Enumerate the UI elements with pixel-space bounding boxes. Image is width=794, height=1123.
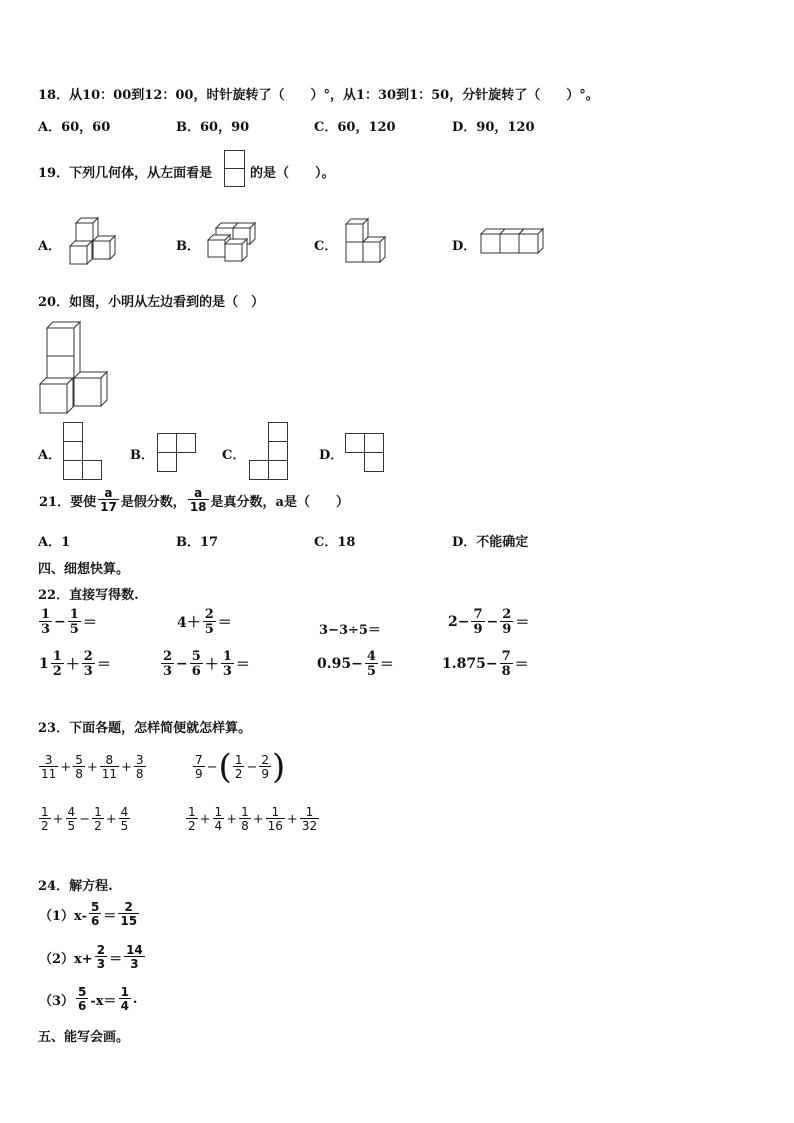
den: 8 xyxy=(501,664,511,679)
q18-option-b: B．60，90 xyxy=(176,120,250,135)
frac xyxy=(92,806,104,832)
num: 1 xyxy=(266,806,285,819)
q19-left-view-figure xyxy=(224,150,246,188)
equals: ＝ xyxy=(82,615,97,631)
q19-label-b: B． xyxy=(176,239,200,254)
frac xyxy=(89,901,101,927)
num: 1 xyxy=(94,805,102,819)
den: 5 xyxy=(67,819,76,833)
den: 3 xyxy=(83,664,93,679)
num: 2 xyxy=(261,753,269,767)
frac xyxy=(119,986,131,1012)
section-4-title: 四、细想快算。 xyxy=(38,562,130,577)
den: 5 xyxy=(69,622,79,637)
q24-stem: 24．解方程. xyxy=(38,879,113,894)
den: 3 xyxy=(130,957,139,971)
den: 6 xyxy=(78,999,87,1013)
prefix: 4＋ xyxy=(177,615,201,631)
num: 7 xyxy=(473,607,483,622)
equals: ＝ xyxy=(235,657,250,673)
den: 2 xyxy=(52,664,62,679)
q21-fraction-2 xyxy=(188,487,209,513)
den: 5 xyxy=(120,819,129,833)
q22-expr-5 xyxy=(38,650,112,678)
q21-option-c: C．18 xyxy=(314,535,356,550)
q24-equation-3 xyxy=(38,986,138,1012)
q20-option-b-view xyxy=(156,432,198,472)
num: 2 xyxy=(83,649,93,664)
q19-label-d: D． xyxy=(452,239,477,254)
frac xyxy=(68,608,81,636)
equals: ＝ xyxy=(217,615,232,631)
num: 2 xyxy=(163,649,173,664)
den: 8 xyxy=(241,819,249,833)
section-5-title: 五、能写会画。 xyxy=(38,1030,130,1045)
q24-equation-2 xyxy=(38,944,146,970)
q20-main-figure xyxy=(38,320,110,416)
q21-stem-part1: 21．要使 xyxy=(39,494,97,510)
den: 15 xyxy=(120,914,138,928)
frac xyxy=(118,901,139,927)
num: 1 xyxy=(222,649,232,664)
q20-label-c: C． xyxy=(222,448,246,463)
frac xyxy=(300,806,319,832)
den: 32 xyxy=(301,819,318,833)
operator: ＋ xyxy=(65,657,80,673)
den: 5 xyxy=(366,664,376,679)
q22-expr-6 xyxy=(160,650,251,678)
frac xyxy=(186,806,198,832)
q19-option-d-cubes xyxy=(480,228,546,256)
frac xyxy=(365,650,378,678)
q18-stem: 18．从10：00到12：00，时针旋转了（ ）°，从1：30到1：50，分针旋转了（ ）°。 xyxy=(38,88,599,103)
q19-stem-before: 19．下列几何体，从左面看是 xyxy=(38,166,213,181)
q21-stem-part2: 是假分数， xyxy=(120,494,186,510)
q23-expr-2 xyxy=(192,747,286,787)
den: 3 xyxy=(41,622,51,637)
den: 3 xyxy=(222,664,232,679)
den: 2 xyxy=(41,819,49,833)
operator: − xyxy=(54,614,66,630)
frac xyxy=(39,608,52,636)
whole: 1 xyxy=(39,656,49,672)
q22-stem: 22．直接写得数. xyxy=(38,588,139,603)
num: 1 xyxy=(300,806,319,819)
q21-option-a: A．1 xyxy=(38,535,71,550)
frac xyxy=(193,754,205,780)
operator: + xyxy=(286,811,298,827)
prefix: 1.875− xyxy=(442,656,498,672)
den: 3 xyxy=(163,664,173,679)
frac xyxy=(95,944,107,970)
frac xyxy=(73,754,85,780)
q23-stem: 23．下面各题，怎样简便就怎样算。 xyxy=(38,721,252,736)
q22-expr-7 xyxy=(316,650,395,678)
num: 2 xyxy=(96,943,106,957)
num: 3 xyxy=(135,753,144,767)
q19-label-c: C． xyxy=(314,239,338,254)
num: 7 xyxy=(501,649,511,664)
num: 14 xyxy=(126,943,143,957)
num: 1 xyxy=(241,805,249,819)
num: 7 xyxy=(195,753,203,767)
den: 5 xyxy=(204,622,214,637)
q20-stem: 20．如图，小明从左边看到的是（ ） xyxy=(38,295,265,310)
q19-option-a-cubes xyxy=(68,217,124,269)
label: （3） xyxy=(39,993,75,1009)
prefix: 0.95− xyxy=(317,656,363,672)
num: 5 xyxy=(90,900,100,914)
num: 4 xyxy=(120,805,129,819)
den: 6 xyxy=(191,664,201,679)
frac xyxy=(221,650,234,678)
operator: + xyxy=(252,811,264,827)
operator: − xyxy=(246,759,258,775)
operator: -x＝ xyxy=(90,993,117,1009)
frac xyxy=(39,754,58,780)
frac xyxy=(100,754,119,780)
num: 8 xyxy=(100,754,119,767)
den: 4 xyxy=(214,819,223,833)
q21-option-d: D．不能确定 xyxy=(452,535,529,550)
frac xyxy=(51,650,64,678)
q18-option-c: C．60，120 xyxy=(314,120,396,135)
equals: ＝ xyxy=(514,657,529,673)
q21-option-b: B．17 xyxy=(176,535,219,550)
frac xyxy=(124,944,145,970)
den: 9 xyxy=(195,767,203,781)
num: 1 xyxy=(41,805,49,819)
q21-frac2-den: 18 xyxy=(189,500,207,514)
frac xyxy=(471,608,484,636)
q19-option-b-cubes xyxy=(206,222,256,266)
num: 5 xyxy=(78,985,87,999)
den: 3 xyxy=(96,957,106,971)
operator: − xyxy=(79,811,91,827)
frac xyxy=(76,986,88,1012)
q22-expr-1 xyxy=(38,608,98,636)
den: 4 xyxy=(120,999,129,1013)
den: 16 xyxy=(267,819,283,833)
frac xyxy=(119,806,131,832)
q21-stem xyxy=(38,487,350,513)
num: 1 xyxy=(120,985,129,999)
den: 2 xyxy=(234,767,243,781)
q21-frac1-num: a xyxy=(98,487,119,500)
num: 2 xyxy=(204,607,214,622)
operator: + xyxy=(226,811,238,827)
num: 4 xyxy=(366,649,376,664)
q23-expr-1 xyxy=(38,754,147,780)
frac xyxy=(233,754,245,780)
q23-expr-3 xyxy=(38,806,131,832)
operator: − xyxy=(486,614,499,630)
num: 1 xyxy=(214,805,223,819)
q20-label-a: A． xyxy=(38,448,62,463)
prefix: 2− xyxy=(448,614,470,630)
q19-option-c-cubes xyxy=(344,218,390,266)
operator: + xyxy=(199,811,211,827)
frac xyxy=(66,806,78,832)
den: 2 xyxy=(188,819,196,833)
operator: + xyxy=(121,759,132,775)
frac xyxy=(500,650,513,678)
den: 11 xyxy=(41,767,57,781)
den: 9 xyxy=(502,622,512,637)
q20-option-c-view xyxy=(248,421,290,481)
den: 11 xyxy=(101,767,118,781)
num: 5 xyxy=(191,649,201,664)
frac xyxy=(213,806,225,832)
num: 1 xyxy=(69,607,79,622)
frac xyxy=(82,650,95,678)
q20-option-d-view xyxy=(344,432,386,472)
operator: − xyxy=(176,656,188,672)
right-paren: ) xyxy=(272,747,286,787)
q20-option-a-view xyxy=(62,421,104,481)
q19-stem-after: 的是（ ）。 xyxy=(250,166,335,181)
left-paren: ( xyxy=(218,747,232,787)
frac xyxy=(203,608,216,636)
operator: − xyxy=(206,759,218,775)
q18-option-a: A．60，60 xyxy=(38,120,111,135)
q18-option-d: D．90，120 xyxy=(452,120,535,135)
q22-expr-8 xyxy=(441,650,530,678)
den: 9 xyxy=(473,622,483,637)
den: 8 xyxy=(75,767,83,781)
num: 1 xyxy=(234,753,243,767)
q24-equation-1 xyxy=(38,901,140,927)
den: 2 xyxy=(94,819,102,833)
q20-label-d: D． xyxy=(319,448,344,463)
num: 3 xyxy=(39,754,58,767)
num: 1 xyxy=(188,805,196,819)
equals: ＝ xyxy=(96,657,111,673)
label: （1）x- xyxy=(39,908,87,924)
q21-fraction-1 xyxy=(98,487,119,513)
operator: + xyxy=(60,759,72,775)
num: 1 xyxy=(52,649,62,664)
num: 5 xyxy=(75,753,83,767)
q21-frac1-den: 17 xyxy=(100,500,117,514)
q23-expr-4 xyxy=(185,806,320,832)
frac xyxy=(190,650,203,678)
q19-label-a: A． xyxy=(38,239,62,254)
q22-expr-2 xyxy=(176,608,233,636)
frac xyxy=(259,754,271,780)
den: 9 xyxy=(261,767,269,781)
q22-expr-3: 3−3÷5＝ xyxy=(319,623,381,638)
q20-label-b: B． xyxy=(130,448,154,463)
num: 4 xyxy=(67,805,76,819)
den: 8 xyxy=(135,767,144,781)
frac xyxy=(239,806,251,832)
num: 2 xyxy=(118,901,139,914)
operator: + xyxy=(105,811,117,827)
period: . xyxy=(132,991,138,1007)
num: 1 xyxy=(41,607,51,622)
equals: ＝ xyxy=(109,951,123,967)
operator: + xyxy=(86,759,98,775)
frac xyxy=(266,806,285,832)
num: 2 xyxy=(502,607,512,622)
equals: ＝ xyxy=(515,615,530,631)
equals: ＝ xyxy=(103,908,117,924)
den: 6 xyxy=(90,914,100,928)
frac xyxy=(500,608,513,636)
q21-frac2-num: a xyxy=(188,487,209,500)
frac xyxy=(134,754,146,780)
equals: ＝ xyxy=(379,657,394,673)
q22-expr-4 xyxy=(447,608,530,636)
label: （2）x+ xyxy=(39,951,93,967)
q21-stem-part3: 是真分数，a是（ ） xyxy=(210,494,349,510)
frac xyxy=(39,806,51,832)
frac xyxy=(161,650,174,678)
operator: + xyxy=(52,811,64,827)
operator: ＋ xyxy=(204,657,219,673)
